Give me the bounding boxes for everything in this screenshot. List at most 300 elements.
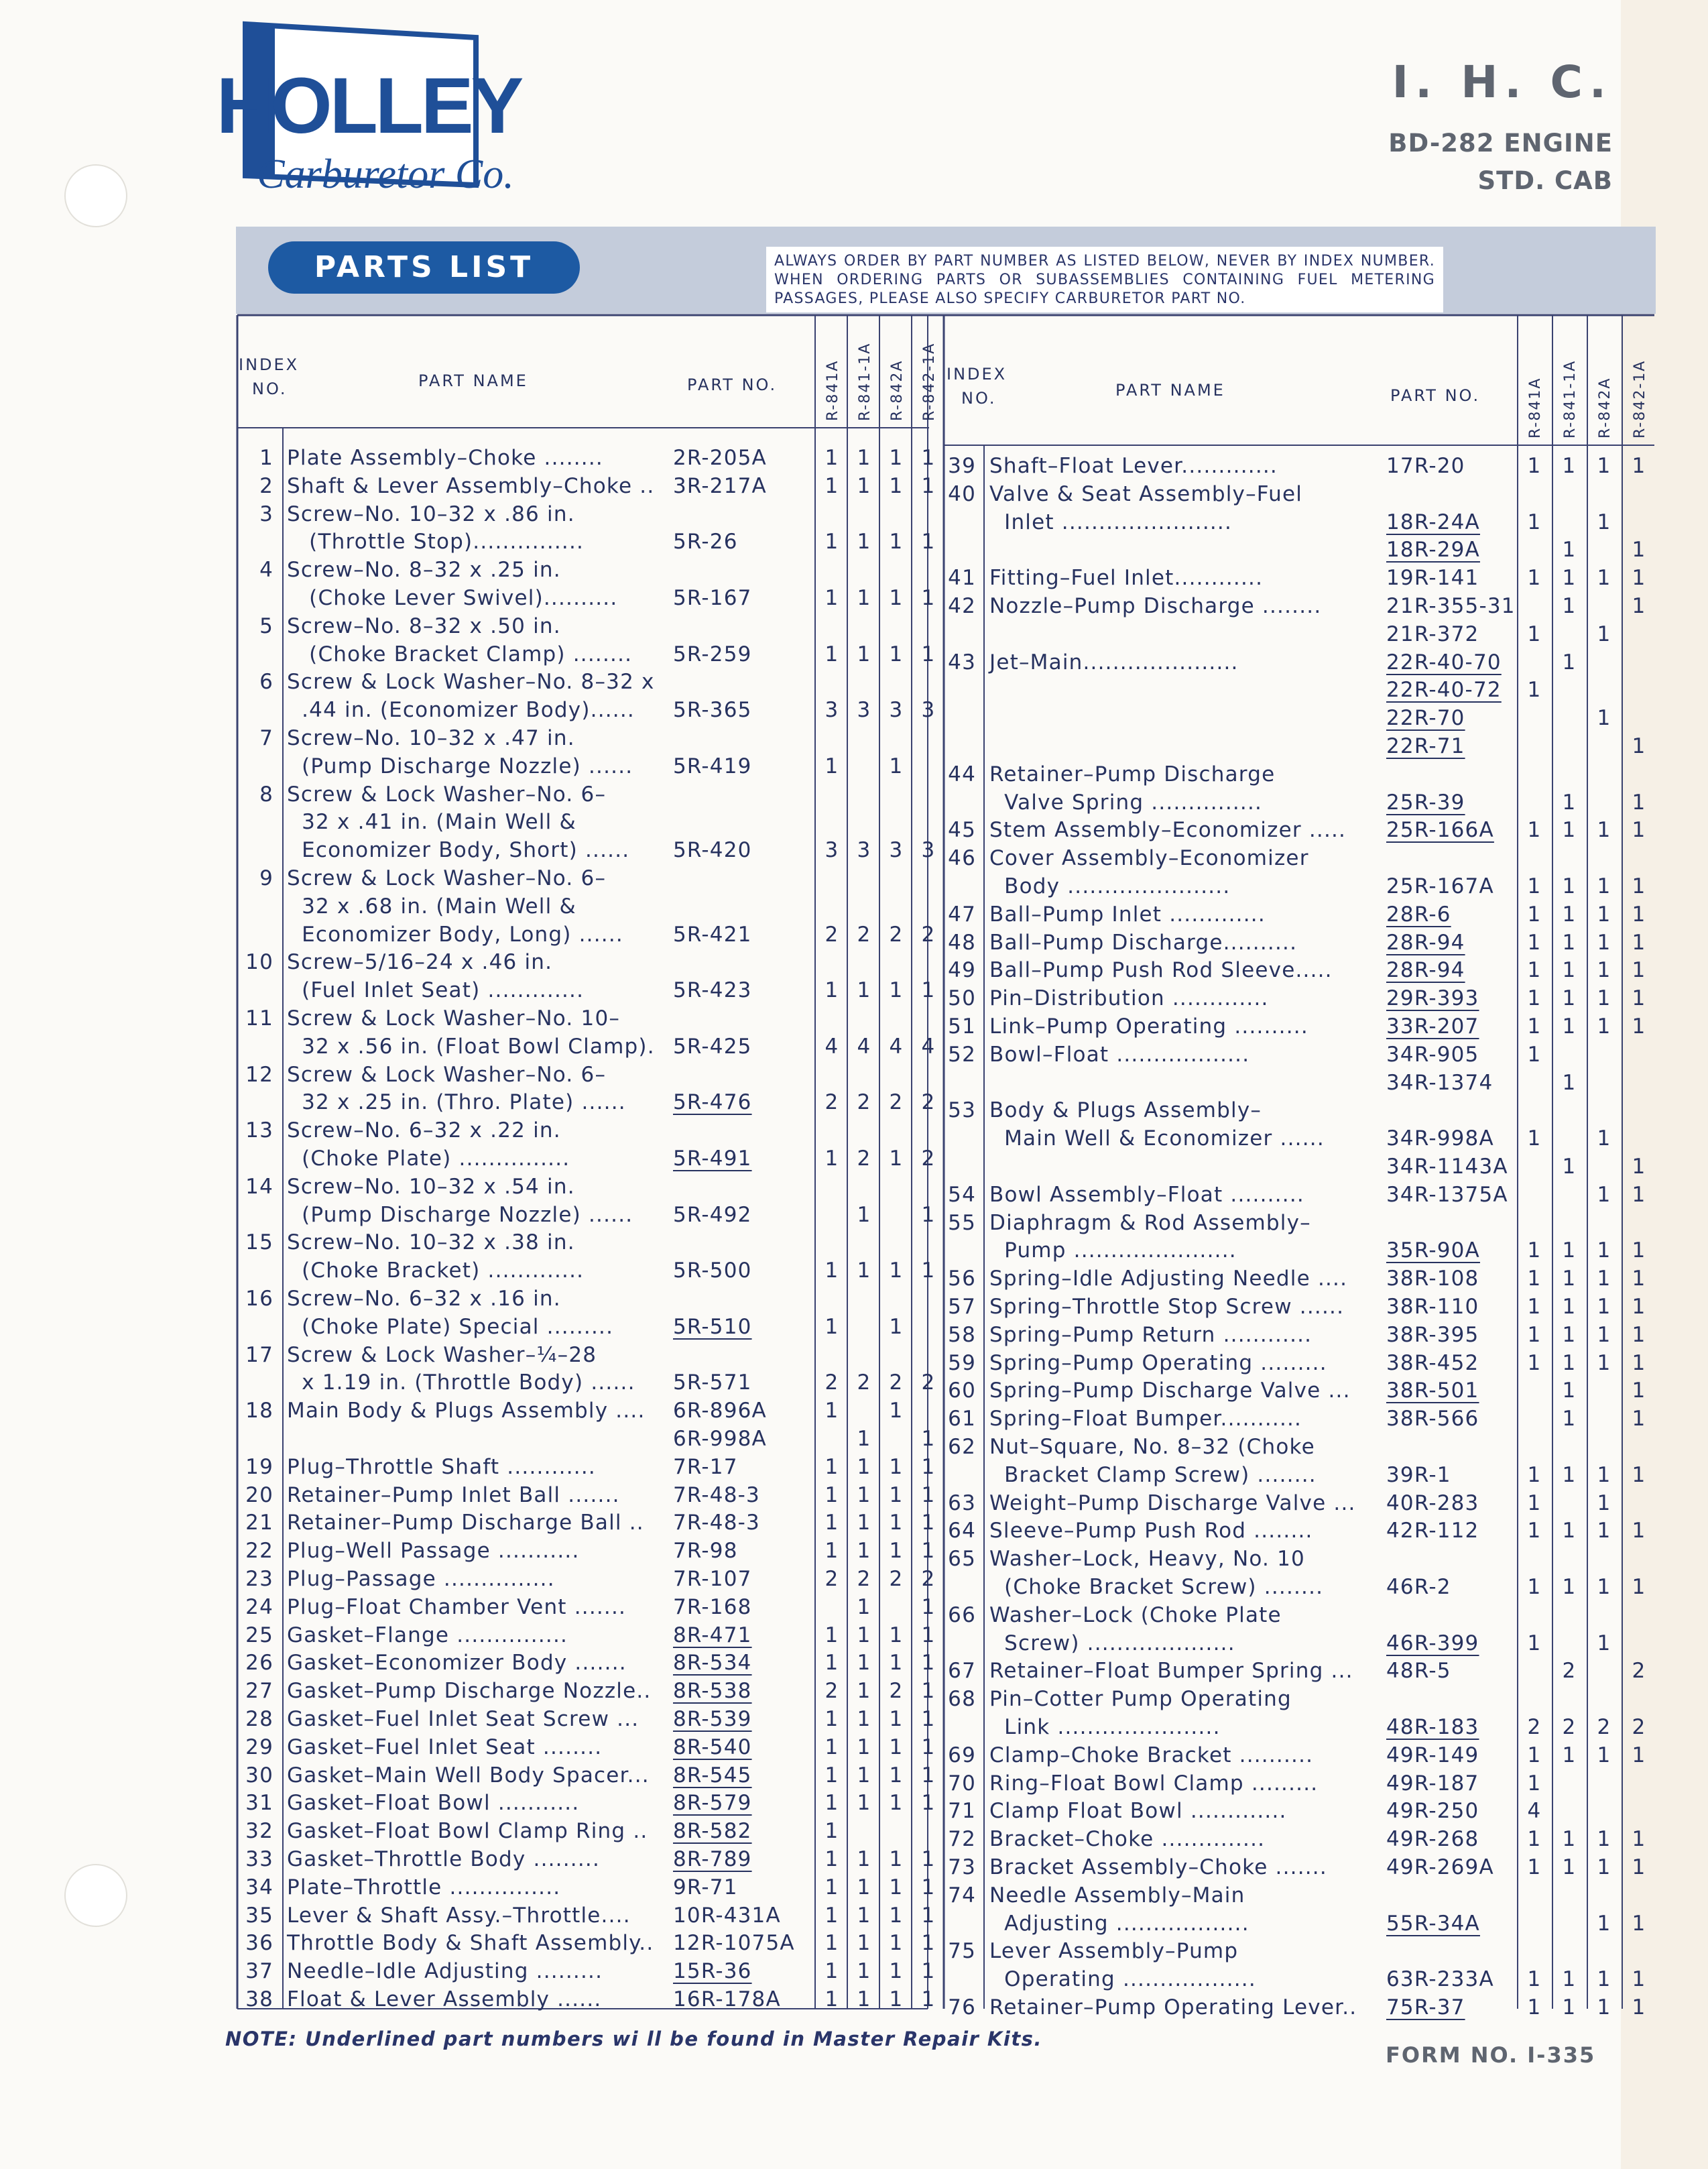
quantity-cell: 1 (1527, 1295, 1542, 1319)
quantity-cell: 2 (1632, 1715, 1646, 1739)
part-name: (Pump Discharge Nozzle) ...... (287, 1202, 633, 1227)
quantity-cell: 1 (1562, 650, 1577, 675)
quantity-cell: 4 (857, 1034, 871, 1059)
part-name: Gasket–Fuel Inlet Seat Screw ... (287, 1707, 639, 1731)
index-no: 16 (245, 1287, 273, 1311)
part-name: Plug–Passage ............... (287, 1567, 555, 1591)
part-name: Ball–Pump Push Rod Sleeve..... (989, 958, 1333, 983)
quantity-cell: 1 (1562, 1070, 1577, 1095)
quantity-cell: 1 (1527, 902, 1542, 927)
part-number: 19R-141 (1386, 566, 1479, 591)
quantity-cell: 1 (1527, 958, 1542, 983)
part-number: 7R-168 (673, 1594, 752, 1619)
part-name: Ball–Pump Inlet ............. (989, 902, 1266, 927)
quantity-cell: 1 (1597, 1967, 1611, 1992)
part-name: (Pump Discharge Nozzle) ...... (287, 754, 633, 778)
quantity-cell: 1 (825, 1454, 839, 1479)
index-no: 6 (259, 670, 273, 695)
quantity-cell: 1 (1562, 1295, 1577, 1319)
quantity-cell: 1 (825, 1875, 839, 1899)
quantity-cell: 1 (1562, 1155, 1577, 1179)
part-number: 7R-107 (673, 1567, 752, 1591)
quantity-cell: 1 (889, 1314, 904, 1339)
quantity-cell: 1 (1562, 1267, 1577, 1291)
quantity-cell: 1 (825, 1763, 839, 1787)
quantity-cell: 1 (825, 1847, 839, 1871)
part-name: Nut–Square, No. 8–32 (Choke (989, 1435, 1315, 1459)
quantity-cell: 1 (1597, 986, 1611, 1011)
logo-sub-text: Carburetor Co. (257, 152, 514, 197)
part-name: Operating .................. (989, 1967, 1256, 1992)
quantity-cell: 1 (1527, 874, 1542, 898)
part-number: 5R-167 (673, 586, 752, 610)
quantity-cell: 4 (1527, 1799, 1542, 1824)
quantity-cell: 1 (1632, 874, 1646, 898)
part-name: Screw & Lock Washer–¼–28 (287, 1342, 597, 1367)
quantity-cell: 1 (857, 1427, 871, 1451)
part-name: (Throttle Stop)............... (287, 530, 585, 554)
part-name: Shaft–Float Lever............. (989, 454, 1278, 478)
part-number: 42R-112 (1386, 1519, 1479, 1543)
part-name: Plug–Throttle Shaft ............ (287, 1454, 596, 1479)
quantity-cell: 2 (857, 922, 871, 947)
index-no: 67 (948, 1659, 976, 1684)
quantity-cell: 1 (921, 1594, 936, 1619)
part-number: 75R-37 (1386, 1995, 1465, 2019)
quantity-cell: 1 (1632, 1014, 1646, 1039)
quantity-cell: 1 (1632, 1743, 1646, 1767)
header-part-name-right: PART NAME (1115, 381, 1225, 400)
quantity-cell: 1 (1597, 958, 1611, 983)
quantity-cell: 1 (889, 1258, 904, 1283)
quantity-cell: 1 (889, 1735, 904, 1759)
part-number: 3R-217A (673, 473, 767, 498)
quantity-cell: 1 (921, 1875, 936, 1899)
part-number: 5R-491 (673, 1147, 752, 1171)
part-name: Spring–Idle Adjusting Needle .... (989, 1267, 1348, 1291)
quantity-cell: 1 (1632, 1407, 1646, 1431)
quantity-cell: 3 (857, 838, 871, 863)
quantity-cell: 1 (1527, 1462, 1542, 1487)
index-no: 59 (948, 1350, 976, 1375)
index-no: 70 (948, 1771, 976, 1796)
model-header-left-1: R-841A (825, 359, 841, 421)
part-name: Economizer Body, Long) ...... (287, 922, 623, 947)
quantity-cell: 1 (889, 473, 904, 498)
part-number: 7R-98 (673, 1539, 738, 1564)
quantity-cell: 3 (889, 698, 904, 723)
quantity-cell: 1 (1597, 1126, 1611, 1151)
part-number: 5R-500 (673, 1258, 752, 1283)
part-name: Clamp–Choke Bracket .......... (989, 1743, 1314, 1767)
quantity-cell: 2 (921, 1370, 936, 1395)
footer-note: NOTE: Underlined part numbers wi ll be found in Master Repair Kits. (225, 2028, 1042, 2050)
part-number: 35R-90A (1386, 1238, 1480, 1263)
part-number: 38R-108 (1386, 1267, 1479, 1291)
quantity-cell: 1 (921, 1791, 936, 1816)
quantity-cell: 1 (921, 1847, 936, 1871)
part-name: Washer–Lock, Heavy, No. 10 (989, 1547, 1305, 1572)
part-number: 5R-510 (673, 1314, 752, 1339)
part-number: 7R-48-3 (673, 1511, 760, 1535)
quantity-cell: 3 (857, 698, 871, 723)
part-number: 5R-419 (673, 754, 752, 778)
quantity-cell: 1 (921, 446, 936, 470)
index-no: 65 (948, 1547, 976, 1572)
quantity-cell: 1 (825, 1399, 839, 1423)
quantity-cell: 1 (857, 642, 871, 666)
index-no: 11 (245, 1006, 273, 1031)
part-name: Bowl Assembly–Float .......... (989, 1182, 1304, 1207)
quantity-cell: 1 (825, 586, 839, 610)
quantity-cell: 1 (1562, 1379, 1577, 1403)
index-no: 68 (948, 1687, 976, 1712)
quantity-cell: 1 (1562, 874, 1577, 898)
quantity-cell: 1 (825, 1959, 839, 1984)
quantity-cell: 1 (857, 1763, 871, 1787)
index-no: 25 (245, 1623, 273, 1647)
quantity-cell: 2 (1527, 1715, 1542, 1739)
part-number: 38R-501 (1386, 1379, 1479, 1403)
quantity-cell: 1 (1562, 790, 1577, 815)
part-name: Screw–No. 10–32 x .86 in. (287, 502, 575, 526)
quantity-cell: 1 (1527, 1575, 1542, 1599)
quantity-cell: 1 (921, 1202, 936, 1227)
quantity-cell: 1 (921, 1427, 936, 1451)
part-name: Screw–No. 8–32 x .50 in. (287, 613, 561, 638)
quantity-cell: 1 (857, 473, 871, 498)
punch-hole (64, 1864, 127, 1927)
model-header-left-3: R-842A (889, 359, 906, 421)
quantity-cell: 1 (1632, 1295, 1646, 1319)
quantity-cell: 1 (889, 1539, 904, 1564)
quantity-cell: 1 (1527, 1631, 1542, 1655)
part-name: Screw & Lock Washer–No. 6– (287, 782, 607, 807)
part-name: Screw–No. 6–32 x .16 in. (287, 1287, 561, 1311)
quantity-cell: 2 (889, 1370, 904, 1395)
part-number: 48R-5 (1386, 1659, 1451, 1684)
quantity-cell: 1 (825, 1931, 839, 1956)
quantity-cell: 1 (1632, 734, 1646, 758)
index-no: 42 (948, 594, 976, 618)
part-number: 38R-395 (1386, 1322, 1479, 1347)
part-name: Spring–Pump Return ............ (989, 1322, 1313, 1347)
quantity-cell: 1 (921, 1258, 936, 1283)
part-name: Plate–Throttle ............... (287, 1875, 561, 1899)
index-no: 71 (948, 1799, 976, 1824)
part-number: 55R-34A (1386, 1911, 1480, 1936)
header-part-no-right: PART NO. (1390, 386, 1481, 405)
part-number: 22R-71 (1386, 734, 1465, 758)
quantity-cell: 1 (1597, 510, 1611, 534)
quantity-cell: 1 (1562, 1407, 1577, 1431)
part-number: 10R-431A (673, 1903, 781, 1928)
quantity-cell: 1 (1597, 1575, 1611, 1599)
quantity-cell: 1 (1562, 1743, 1577, 1767)
quantity-cell: 1 (857, 1987, 871, 2011)
part-name: Screw–No. 10–32 x .54 in. (287, 1174, 575, 1199)
index-no: 49 (948, 958, 976, 983)
part-number: 7R-48-3 (673, 1482, 760, 1507)
part-name: Fitting–Fuel Inlet............ (989, 566, 1264, 591)
quantity-cell: 1 (1527, 566, 1542, 591)
model-header-right-4: R-842-1A (1632, 359, 1648, 438)
index-no: 76 (948, 1995, 976, 2019)
quantity-cell: 1 (825, 642, 839, 666)
quantity-cell: 1 (1632, 1855, 1646, 1879)
quantity-cell: 2 (825, 922, 839, 947)
part-name: 32 x .25 in. (Thro. Plate) ...... (287, 1090, 626, 1115)
quantity-cell: 1 (921, 1763, 936, 1787)
quantity-cell: 1 (921, 1987, 936, 2011)
index-no: 44 (948, 762, 976, 786)
quantity-cell: 1 (825, 754, 839, 778)
part-number: 5R-26 (673, 530, 738, 554)
quantity-cell: 1 (857, 1931, 871, 1956)
part-number: 48R-183 (1386, 1715, 1479, 1739)
quantity-cell: 3 (825, 838, 839, 863)
part-number: 2R-205A (673, 446, 767, 470)
quantity-cell: 1 (1562, 454, 1577, 478)
quantity-cell: 3 (825, 698, 839, 723)
index-no: 72 (948, 1827, 976, 1852)
quantity-cell: 1 (889, 754, 904, 778)
part-name: Bowl–Float .................. (989, 1042, 1250, 1067)
part-number: 34R-905 (1386, 1042, 1479, 1067)
quantity-cell: 1 (1632, 1911, 1646, 1936)
quantity-cell: 1 (1527, 818, 1542, 843)
part-name: 32 x .68 in. (Main Well & (287, 894, 576, 919)
part-number: 8R-539 (673, 1707, 752, 1731)
part-name: Gasket–Float Bowl Clamp Ring .. (287, 1819, 648, 1844)
quantity-cell: 1 (889, 642, 904, 666)
part-number: 29R-393 (1386, 986, 1479, 1011)
part-name: Ring–Float Bowl Clamp ......... (989, 1771, 1319, 1796)
quantity-cell: 1 (1597, 874, 1611, 898)
part-name: Screw–No. 10–32 x .38 in. (287, 1230, 575, 1255)
part-number: 5R-365 (673, 698, 752, 723)
index-no: 75 (948, 1939, 976, 1964)
quantity-cell: 1 (889, 1903, 904, 1928)
quantity-cell: 2 (857, 1370, 871, 1395)
quantity-cell: 1 (825, 1258, 839, 1283)
ordering-notice: ALWAYS ORDER BY PART NUMBER AS LISTED BELOW, NEVER BY INDEX NUMBER. WHEN ORDERING PARTS OR SUBASSEMBLIES CONTAINING FUEL METERING PASSAGES, PLEASE ALSO SPECIFY CARBURETOR PART NO. (766, 247, 1443, 312)
quantity-cell: 3 (921, 838, 936, 863)
part-number: 49R-269A (1386, 1855, 1494, 1879)
quantity-cell: 1 (857, 1539, 871, 1564)
quantity-cell: 2 (921, 1090, 936, 1115)
index-no: 5 (259, 613, 273, 638)
quantity-cell: 1 (1597, 1182, 1611, 1207)
quantity-cell: 1 (889, 586, 904, 610)
quantity-cell: 1 (889, 1623, 904, 1647)
part-name: Screw & Lock Washer–No. 6– (287, 1062, 607, 1087)
part-name: Nozzle–Pump Discharge ........ (989, 594, 1322, 618)
quantity-cell: 1 (857, 586, 871, 610)
part-number: 38R-452 (1386, 1350, 1479, 1375)
index-no: 34 (245, 1875, 273, 1899)
quantity-cell: 1 (1527, 930, 1542, 955)
index-no: 61 (948, 1407, 976, 1431)
part-name: Pin–Cotter Pump Operating (989, 1687, 1292, 1712)
quantity-cell: 1 (889, 530, 904, 554)
quantity-cell: 4 (825, 1034, 839, 1059)
part-number: 5R-476 (673, 1090, 752, 1115)
part-number: 25R-166A (1386, 818, 1494, 843)
page-title: I. H. C. (1392, 56, 1613, 108)
quantity-cell: 1 (1597, 818, 1611, 843)
header-index-no-right: NO. (961, 389, 997, 408)
index-no: 69 (948, 1743, 976, 1767)
quantity-cell: 1 (921, 1903, 936, 1928)
quantity-cell: 1 (1562, 1855, 1577, 1879)
punch-hole (64, 164, 127, 227)
part-number: 38R-566 (1386, 1407, 1479, 1431)
index-no: 39 (948, 454, 976, 478)
part-name: Spring–Float Bumper........... (989, 1407, 1302, 1431)
quantity-cell: 1 (1562, 1014, 1577, 1039)
index-no: 21 (245, 1511, 273, 1535)
quantity-cell: 1 (857, 530, 871, 554)
part-number: 21R-372 (1386, 622, 1479, 646)
quantity-cell: 1 (889, 1791, 904, 1816)
part-name: Link–Pump Operating .......... (989, 1014, 1308, 1039)
model-header-left-4: R-842-1A (921, 342, 938, 421)
quantity-cell: 1 (825, 1819, 839, 1844)
part-number: 5R-259 (673, 642, 752, 666)
quantity-cell: 1 (1597, 1490, 1611, 1515)
part-name: Screw–No. 10–32 x .47 in. (287, 726, 575, 750)
part-name: Retainer–Pump Discharge Ball .. (287, 1511, 644, 1535)
part-name: Jet–Main..................... (989, 650, 1239, 675)
quantity-cell: 1 (1562, 902, 1577, 927)
part-name: (Choke Plate) ............... (287, 1147, 570, 1171)
part-name: Main Body & Plugs Assembly .... (287, 1399, 646, 1423)
quantity-cell: 1 (825, 473, 839, 498)
quantity-cell: 1 (1527, 622, 1542, 646)
quantity-cell: 1 (857, 1594, 871, 1619)
part-number: 15R-36 (673, 1959, 752, 1984)
quantity-cell: 1 (1597, 1995, 1611, 2019)
quantity-cell: 1 (1527, 1827, 1542, 1852)
quantity-cell: 1 (921, 530, 936, 554)
quantity-cell: 1 (1632, 790, 1646, 815)
index-no: 38 (245, 1987, 273, 2011)
part-number: 8R-582 (673, 1819, 752, 1844)
part-number: 28R-6 (1386, 902, 1451, 927)
part-name: Body ...................... (989, 874, 1231, 898)
quantity-cell: 1 (1562, 1827, 1577, 1852)
quantity-cell: 1 (1597, 1295, 1611, 1319)
part-name: (Fuel Inlet Seat) ............. (287, 978, 585, 1003)
quantity-cell: 3 (889, 838, 904, 863)
quantity-cell: 2 (1562, 1659, 1577, 1684)
part-name: Bracket Assembly–Choke ....... (989, 1855, 1327, 1879)
part-name: Bracket Clamp Screw) ........ (989, 1462, 1317, 1487)
quantity-cell: 1 (1527, 678, 1542, 703)
part-number: 5R-571 (673, 1370, 752, 1395)
quantity-cell: 1 (1562, 1238, 1577, 1263)
part-name: 32 x .41 in. (Main Well & (287, 810, 576, 835)
part-number: 49R-187 (1386, 1771, 1479, 1796)
quantity-cell: 1 (857, 1258, 871, 1283)
part-number: 12R-1075A (673, 1931, 795, 1956)
index-no: 10 (245, 950, 273, 975)
part-name: Retainer–Float Bumper Spring ... (989, 1659, 1353, 1684)
part-number: 8R-534 (673, 1651, 752, 1676)
part-name: Lever & Shaft Assy.–Throttle.... (287, 1903, 631, 1928)
index-no: 30 (245, 1763, 273, 1787)
quantity-cell: 1 (1562, 1322, 1577, 1347)
part-number: 7R-17 (673, 1454, 738, 1479)
part-name: Screw–5/16–24 x .46 in. (287, 950, 553, 975)
quantity-cell: 1 (1597, 1322, 1611, 1347)
quantity-cell: 1 (921, 1454, 936, 1479)
part-name: Economizer Body, Short) ...... (287, 838, 630, 863)
part-name: .44 in. (Economizer Body)...... (287, 698, 635, 723)
quantity-cell: 1 (825, 1314, 839, 1339)
header-part-no: PART NO. (687, 375, 778, 394)
index-no: 4 (259, 558, 273, 583)
index-no: 66 (948, 1602, 976, 1627)
quantity-cell: 2 (889, 1567, 904, 1591)
quantity-cell: 1 (921, 1959, 936, 1984)
index-no: 43 (948, 650, 976, 675)
quantity-cell: 1 (1562, 930, 1577, 955)
quantity-cell: 1 (1562, 594, 1577, 618)
header-index-right: INDEX (947, 365, 1008, 384)
quantity-cell: 1 (1527, 510, 1542, 534)
part-name: Pin–Distribution ............. (989, 986, 1269, 1011)
part-number: 28R-94 (1386, 958, 1465, 983)
quantity-cell: 1 (1527, 1967, 1542, 1992)
part-number: 22R-40-70 (1386, 650, 1502, 675)
quantity-cell: 1 (857, 1875, 871, 1899)
header-part-name: PART NAME (418, 371, 528, 390)
quantity-cell: 1 (1527, 1267, 1542, 1291)
quantity-cell: 1 (889, 1511, 904, 1535)
model-header-right-1: R-841A (1527, 377, 1544, 438)
part-name: Weight–Pump Discharge Valve ... (989, 1490, 1356, 1515)
quantity-cell: 1 (889, 1399, 904, 1423)
quantity-cell: 2 (857, 1147, 871, 1171)
quantity-cell: 1 (1527, 986, 1542, 1011)
quantity-cell: 1 (1632, 1350, 1646, 1375)
quantity-cell: 1 (1632, 1322, 1646, 1347)
part-number: 49R-250 (1386, 1799, 1479, 1824)
part-name: (Choke Bracket) ............. (287, 1258, 585, 1283)
part-number: 8R-579 (673, 1791, 752, 1816)
index-no: 36 (245, 1931, 273, 1956)
quantity-cell: 1 (825, 1791, 839, 1816)
quantity-cell: 1 (1562, 958, 1577, 983)
quantity-cell: 1 (825, 1511, 839, 1535)
quantity-cell: 1 (889, 1763, 904, 1787)
quantity-cell: 2 (889, 1679, 904, 1704)
quantity-cell: 1 (1527, 1519, 1542, 1543)
quantity-cell: 1 (857, 1791, 871, 1816)
part-number: 9R-71 (673, 1875, 738, 1899)
quantity-cell: 1 (921, 1931, 936, 1956)
quantity-cell: 1 (857, 1847, 871, 1871)
engine-line-2: STD. CAB (1477, 166, 1613, 195)
part-number: 34R-998A (1386, 1126, 1494, 1151)
model-header-right-3: R-842A (1597, 377, 1613, 438)
quantity-cell: 1 (825, 1903, 839, 1928)
quantity-cell: 1 (889, 1707, 904, 1731)
quantity-cell: 1 (1562, 1350, 1577, 1375)
part-name: Plug–Float Chamber Vent ....... (287, 1594, 627, 1619)
